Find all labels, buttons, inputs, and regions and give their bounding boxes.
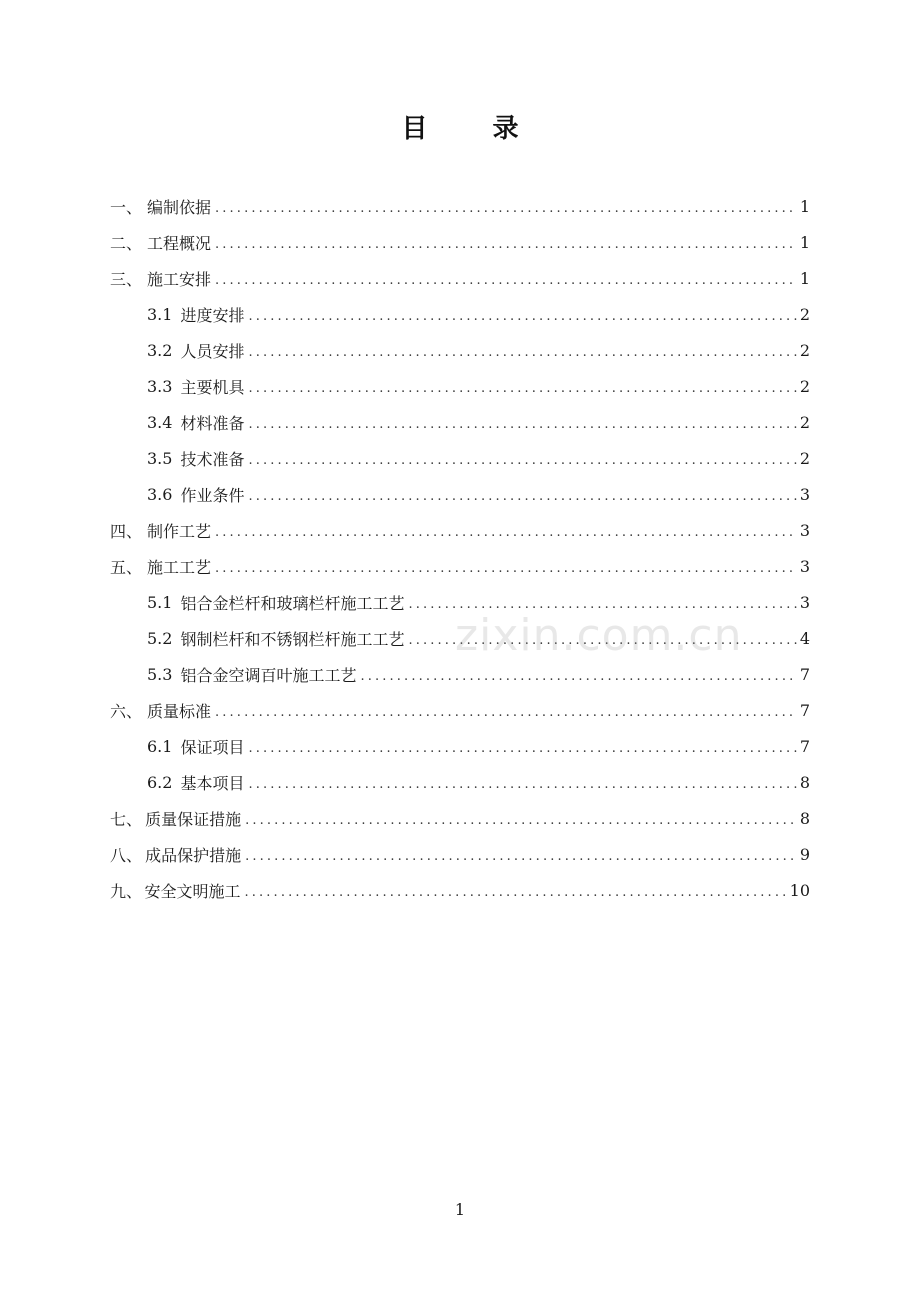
toc-subentry[interactable] xyxy=(110,404,810,440)
toc-entry-page: 1 xyxy=(799,232,810,252)
toc-dot-leader xyxy=(408,598,796,611)
toc-entry-page: 4 xyxy=(799,628,810,648)
toc-entry-number: 七、 xyxy=(110,809,143,829)
toc-entry-label: 质量标准 xyxy=(147,701,212,721)
toc-dot-leader xyxy=(215,202,797,215)
toc-entry-label: 施工工艺 xyxy=(147,557,212,577)
toc-dot-leader xyxy=(248,454,796,467)
toc-entry-label: 主要机具 xyxy=(180,377,245,397)
toc-dot-leader xyxy=(248,418,796,431)
toc-title: 目 录 xyxy=(401,114,547,144)
toc-dot-leader xyxy=(248,310,796,323)
toc-subentry[interactable] xyxy=(110,368,810,404)
toc-dot-leader xyxy=(360,670,796,683)
toc-entry-page: 2 xyxy=(799,304,810,324)
toc-entry-page: 7 xyxy=(799,700,810,720)
toc-entry-number: 5.2 xyxy=(147,628,173,648)
toc-entry-number: 3.3 xyxy=(147,376,173,396)
toc-dot-leader xyxy=(215,562,797,575)
toc-entry-label: 基本项目 xyxy=(180,773,245,793)
toc-entry-page: 7 xyxy=(799,664,810,684)
toc-dot-leader xyxy=(245,886,787,899)
footer-page-number: 1 xyxy=(454,1200,466,1219)
toc-dot-leader xyxy=(248,382,796,395)
toc-entry-label: 施工安排 xyxy=(147,269,212,289)
toc-dot-leader xyxy=(215,706,797,719)
toc-entry-number: 3.6 xyxy=(147,484,173,504)
toc-entry-label: 成品保护措施 xyxy=(145,845,242,865)
toc-dot-leader xyxy=(245,850,797,863)
toc-entry-number: 八、 xyxy=(110,845,143,865)
toc-entry-label: 工程概况 xyxy=(147,233,212,253)
toc-entry-page: 2 xyxy=(799,340,810,360)
toc-entry[interactable] xyxy=(110,188,810,224)
toc-subentry[interactable] xyxy=(110,584,810,620)
toc-entry-page: 3 xyxy=(799,520,810,540)
toc-dot-leader xyxy=(248,778,796,791)
toc-entry-label: 铝合金空调百叶施工工艺 xyxy=(180,665,357,685)
toc-entry-page: 3 xyxy=(799,592,810,612)
toc-entry-label: 进度安排 xyxy=(180,305,245,325)
toc-dot-leader xyxy=(245,814,797,827)
toc-entry-label: 铝合金栏杆和玻璃栏杆施工工艺 xyxy=(180,593,405,613)
toc-entry[interactable] xyxy=(110,692,810,728)
toc-entry-page: 2 xyxy=(799,412,810,432)
toc-entry[interactable] xyxy=(110,512,810,548)
toc-dot-leader xyxy=(248,490,796,503)
toc-entry[interactable] xyxy=(110,224,810,260)
watermark-text: zixin.com.cn xyxy=(455,610,743,661)
toc-subentry[interactable] xyxy=(110,656,810,692)
toc-entry-label: 制作工艺 xyxy=(147,521,212,541)
toc-entry-number: 6.2 xyxy=(147,772,173,792)
toc-entry-label: 作业条件 xyxy=(180,485,245,505)
toc-dot-leader xyxy=(215,526,797,539)
toc-entry-page: 3 xyxy=(799,556,810,576)
toc-entry-number: 3.4 xyxy=(147,412,173,432)
toc-entry-page: 2 xyxy=(799,448,810,468)
toc-entry-page: 2 xyxy=(799,376,810,396)
toc-entry-page: 8 xyxy=(799,772,810,792)
toc-entry-label: 技术准备 xyxy=(180,449,245,469)
toc-entry-label: 编制依据 xyxy=(147,197,212,217)
toc-entry-number: 五、 xyxy=(110,557,143,577)
toc-entry[interactable] xyxy=(110,800,810,836)
toc-entry[interactable] xyxy=(110,836,810,872)
toc-entry-number: 九、 xyxy=(110,881,143,901)
toc-subentry[interactable] xyxy=(110,296,810,332)
toc-dot-leader xyxy=(215,274,797,287)
toc-entry-label: 质量保证措施 xyxy=(145,809,242,829)
toc-entry[interactable] xyxy=(110,260,810,296)
toc-subentry[interactable] xyxy=(110,728,810,764)
toc-entry-label: 保证项目 xyxy=(180,737,245,757)
toc-entry-page: 10 xyxy=(789,880,810,900)
toc-subentry[interactable] xyxy=(110,476,810,512)
toc-entry-page: 7 xyxy=(799,736,810,756)
toc-dot-leader xyxy=(248,346,796,359)
toc-entry-label: 安全文明施工 xyxy=(144,881,241,901)
toc-entry-label: 材料准备 xyxy=(180,413,245,433)
toc-entry-label: 人员安排 xyxy=(180,341,245,361)
toc-entry[interactable] xyxy=(110,548,810,584)
toc-entry-number: 3.1 xyxy=(147,304,173,324)
toc-entry-number: 一、 xyxy=(110,197,143,217)
toc-entry-number: 二、 xyxy=(110,233,143,253)
toc-entry-number: 5.3 xyxy=(147,664,173,684)
toc-entry-number: 6.1 xyxy=(147,736,173,756)
toc-entry-number: 3.5 xyxy=(147,448,173,468)
toc-dot-leader xyxy=(215,238,797,251)
toc-entry-number: 3.2 xyxy=(147,340,173,360)
toc-subentry[interactable] xyxy=(110,332,810,368)
toc-subentry[interactable] xyxy=(110,440,810,476)
toc-subentry[interactable] xyxy=(110,764,810,800)
toc-entry-page: 3 xyxy=(799,484,810,504)
toc-entry[interactable] xyxy=(110,872,810,908)
toc-entry-page: 1 xyxy=(799,268,810,288)
toc-entry-number: 四、 xyxy=(110,521,143,541)
toc-subentry[interactable] xyxy=(110,620,810,656)
toc-dot-leader xyxy=(408,634,796,647)
toc-entry-page: 1 xyxy=(799,196,810,216)
toc-dot-leader xyxy=(248,742,796,755)
toc-entry-page: 9 xyxy=(799,844,810,864)
toc-entry-number: 5.1 xyxy=(147,592,173,612)
table-of-contents xyxy=(110,188,810,908)
toc-entry-page: 8 xyxy=(799,808,810,828)
toc-entry-number: 三、 xyxy=(110,269,143,289)
toc-entry-label: 钢制栏杆和不锈钢栏杆施工工艺 xyxy=(180,629,405,649)
toc-entry-number: 六、 xyxy=(110,701,143,721)
